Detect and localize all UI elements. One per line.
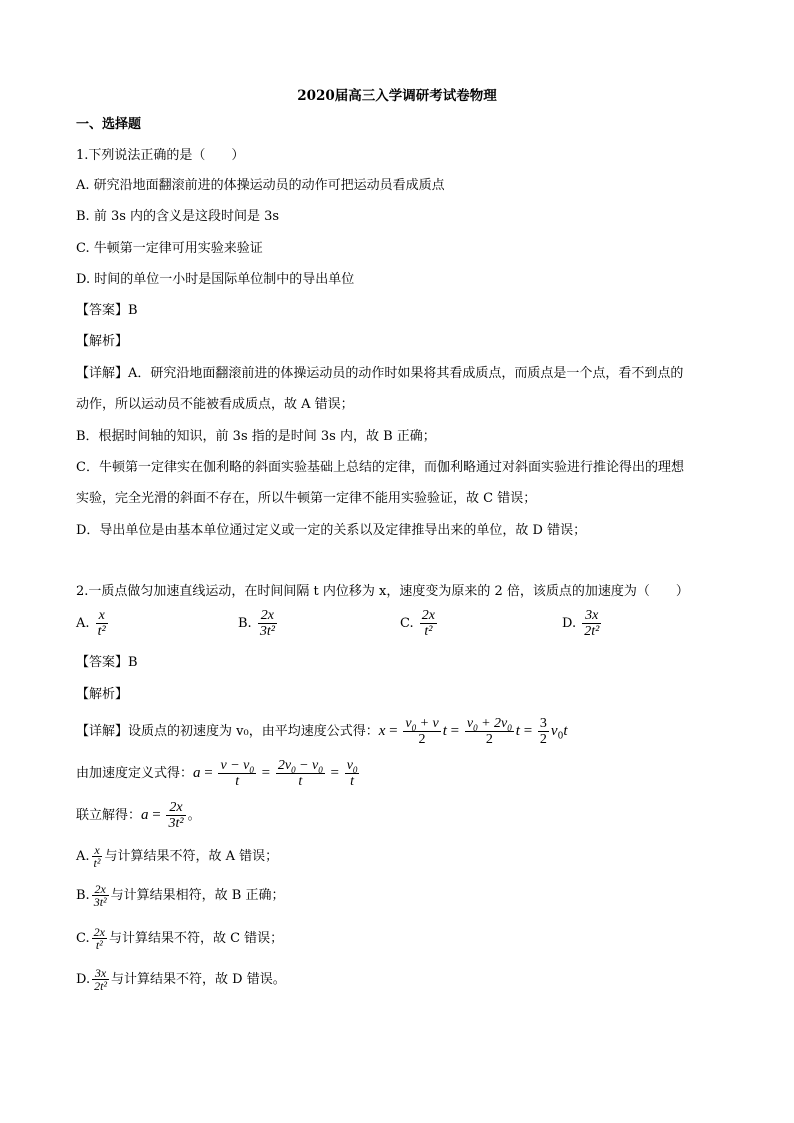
q2-analysis-label: 【解析】 <box>76 687 129 702</box>
fraction: $\frac{x}{\text{t²}}$ <box>97 608 106 639</box>
q2-option-d <box>562 608 603 639</box>
q2-answer: 【答案】B <box>76 655 138 670</box>
fraction: $\frac{2x}{\text{t²}}$ <box>421 608 435 639</box>
q1-detail-line: C．牛顿第一定律实在伽利略的斜面实验基础上总结的定律，而伽利略通过对斜面实验进行推论得出的理想 <box>76 460 684 475</box>
q2-conclusion-b: B. $\frac{2x}{\text{3t²}}$ 与计算结果相符，故 B 正确； <box>76 882 285 909</box>
q1-option-a: A. 研究沿地面翻滚前进的体操运动员的动作可把运动员看成质点 <box>76 178 445 193</box>
q1-option-b: B. 前 3s 内的含义是这段时间是 3s <box>76 209 280 224</box>
q2-conclusion-c: C. $\frac{2x}{\text{t²}}$ 与计算结果不符，故 C 错误； <box>76 925 284 952</box>
q1-option-c: C. 牛顿第一定律可用实验来验证 <box>76 241 263 256</box>
q2-detail-acceleration: 由加速度定义式得：a = $\frac{v - v_0}{t}$ = $\frac{2v_0 - v_0}{t}$ = $\frac{v_0}{t}$ <box>76 758 358 789</box>
formula-var: x <box>378 723 386 739</box>
fraction: $\frac{v_0 + v}{2}$ <box>405 716 439 747</box>
q2-option-c <box>400 608 439 639</box>
solve-suffix: 。 <box>187 808 201 823</box>
fraction: $\frac{3x}{\text{2t²}}$ <box>94 966 108 993</box>
accel-prefix: 由加速度定义式得： <box>76 766 194 781</box>
q2-option-a <box>76 608 110 639</box>
detail-prefix: 【详解】设质点的初速度为 v₀，由平均速度公式得： <box>76 724 379 739</box>
fraction: $\frac{3x}{\text{2t²}}$ <box>584 608 600 639</box>
q2-detail-avg-velocity: 【详解】设质点的初速度为 v₀，由平均速度公式得：x = $\frac{v_0 + v}{2}$ t = $\frac{v_0 + 2v_0}{2}$ t = $\frac{3}{2}$ $v_0t$ <box>76 716 568 747</box>
fraction: $\frac{2x}{\text{t²}}$ <box>93 925 105 952</box>
option-label: B. <box>238 616 252 631</box>
fraction: $\frac{v - v_0}{t}$ <box>220 758 254 789</box>
q2-conclusion-a: A. $\frac{x}{\text{t²}}$ 与计算结果不符，故 A 错误； <box>76 843 279 870</box>
q1-detail-line: D．导出单位是由基本单位通过定义或一定的关系以及定律推导出来的单位，故 D 错误； <box>76 523 587 538</box>
page-title: 2020届高三入学调研考试卷物理 <box>297 88 497 104</box>
q2-detail-solution: 联立解得：a = $\frac{2x}{\text{3t²}}$ 。 <box>76 800 201 831</box>
q1-analysis-label: 【解析】 <box>76 334 129 349</box>
q1-detail-line: 【详解】A．研究沿地面翻滚前进的体操运动员的动作时如果将其看成质点，而质点是一个点，看不到点的 <box>76 366 684 381</box>
fraction: $\frac{x}{\text{t²}}$ <box>93 843 101 870</box>
q1-answer: 【答案】B <box>76 303 138 318</box>
q1-detail-line: 实验，完全光滑的斜面不存在，所以牛顿第一定律不能用实验验证，故 C 错误； <box>76 491 537 506</box>
q2-option-b <box>238 608 279 639</box>
fraction: $\frac{2x}{\text{3t²}}$ <box>259 608 275 639</box>
fraction: $\frac{2x}{\text{3t²}}$ <box>168 800 184 831</box>
option-label: D. <box>562 616 577 631</box>
q1-detail-line: 动作，所以运动员不能被看成质点，故 A 错误； <box>76 397 354 412</box>
q1-detail-line: B．根据时间轴的知识，前 3s 指的是时间 3s 内，故 B 正确； <box>76 429 436 444</box>
q2-stem: 2.一质点做匀加速直线运动，在时间间隔 t 内位移为 x，速度变为原来的 2 倍，该质点的加速度为（ ） <box>76 584 689 599</box>
option-label: C. <box>400 616 414 631</box>
fraction: $\frac{v_0 + 2v_0}{2}$ <box>466 716 512 747</box>
section-heading: 一、选择题 <box>76 117 142 132</box>
option-label: A. <box>76 616 90 631</box>
fraction: $\frac{2v_0 - v_0}{t}$ <box>277 758 323 789</box>
solve-prefix: 联立解得： <box>76 808 142 823</box>
q1-stem: 1.下列说法正确的是（ ） <box>76 148 245 163</box>
fraction: $\frac{3}{2}$ <box>539 716 547 747</box>
q2-conclusion-d: D. $\frac{3x}{\text{2t²}}$ 与计算结果不符，故 D 错误。 <box>76 966 286 993</box>
q1-option-d: D. 时间的单位一小时是国际单位制中的导出单位 <box>76 272 355 287</box>
fraction: $\frac{2x}{\text{3t²}}$ <box>93 882 107 909</box>
fraction: $\frac{v_0}{t}$ <box>346 758 358 789</box>
